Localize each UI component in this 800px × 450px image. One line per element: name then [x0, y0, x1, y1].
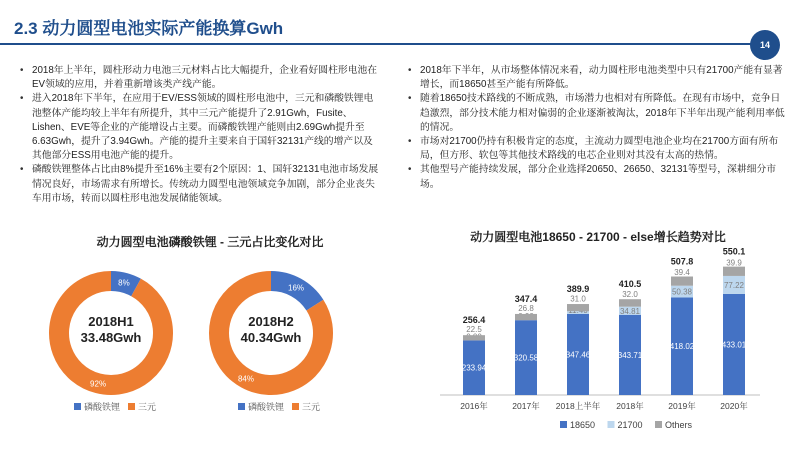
- bar-chart-title: 动力圆型电池18650 - 21700 - else增长趋势对比: [470, 230, 726, 244]
- bar-segment-others: [567, 304, 589, 311]
- slide-title: 2.3 动力圆型电池实际产能换算Gwh: [14, 19, 284, 38]
- legend-item-ncm: [292, 400, 320, 413]
- page-number-badge: 14: [750, 30, 780, 60]
- bar-segment-others: [515, 314, 537, 320]
- x-tick-label: 2019年: [668, 401, 696, 411]
- left-bullet-2: • 进入2018年下半年，在应用于EV/ESS领域的圆柱形电池中，三元和磷酸铁锂电池整体产能均较上半年有所提升，其中三元产能提升了2.91Gwh，Fusite、Lishen、EVE等企业的产能增设占主要。而磷酸铁锂产能则由2.69Gwh提升至6.63Gwh，提升了3.94Gwh。产能的提升主要来自于国轩32131产线的增产以及其他部分ESS用电池产能的提升。: [20, 92, 380, 163]
- bar-data-label: 26.8: [518, 304, 534, 314]
- bar-data-label: 39.4: [674, 268, 690, 278]
- bar-total-label: 256.4: [462, 315, 486, 326]
- left-bullet-1: • 2018年上半年，圆柱形动力电池三元材料占比大幅提升，企业看好圆柱形电池在EV领域的应用，并着重新增该类产线产能。: [20, 64, 380, 92]
- stacked-bar-chart: [440, 240, 780, 440]
- donut-center-2018h1: [56, 314, 166, 346]
- donut-center-period: 2018H1: [88, 314, 134, 329]
- donut-slice-label: 92%: [90, 379, 107, 389]
- donut-slice-label: 16%: [288, 283, 305, 293]
- legend-item-lfp: [74, 400, 120, 413]
- bar-data-label: 32.0: [622, 289, 638, 299]
- donut-center-capacity: 40.34Gwh: [240, 330, 302, 345]
- bar-data-label: 418.02: [669, 342, 695, 352]
- x-tick-label: 2020年: [720, 401, 748, 411]
- donut-center-2018h2: [216, 314, 326, 346]
- x-tick-label: 2018上半年: [555, 401, 601, 411]
- bar-segment-others: [671, 277, 693, 286]
- bar-data-label: 50.38: [671, 287, 693, 297]
- x-tick-label: 2016年: [460, 401, 488, 411]
- donut-center-period: 2018H2: [248, 314, 294, 329]
- legend-item-ncm: [128, 400, 156, 413]
- legend-label: 21700: [617, 420, 643, 430]
- bar-data-label: 77.22: [723, 280, 745, 290]
- legend-swatch-21700: [608, 421, 615, 428]
- right-bullet-4: • 其他型号产能持续发展，部分企业选择20650、26650、32131等型号，深耕细分市场。: [408, 163, 788, 191]
- legend-swatch-ncm: [292, 403, 299, 410]
- bar-data-label: 343.71: [617, 350, 643, 360]
- right-bullet-1: • 2018年下半年，从市场整体情况来看，动力圆柱形电池类型中只有21700产能有显著增长，而18650甚至产能有所降低。: [408, 64, 788, 92]
- bar-data-label: 34.81: [619, 306, 641, 316]
- slide-header: [0, 0, 800, 44]
- bar-total-label: 550.1: [722, 246, 746, 257]
- bar-data-label: 347.46: [565, 350, 591, 360]
- legend-label: 三元: [138, 402, 157, 412]
- bar-total-label: 507.8: [670, 256, 694, 267]
- legend-swatch-others: [655, 421, 662, 428]
- bar-data-label: 22.5: [466, 324, 482, 334]
- legend-swatch-lfp: [238, 403, 245, 410]
- x-tick-label: 2018年: [616, 401, 644, 411]
- bar-data-label: 233.94: [461, 363, 487, 373]
- bar-data-label: 31.0: [570, 294, 586, 304]
- legend-swatch-lfp: [74, 403, 81, 410]
- bar-data-label: 39.9: [726, 258, 742, 268]
- left-bullet-3: • 磷酸铁锂整体占比由8%提升至16%主要有2个原因：1、国轩32131电池市场发展情况良好，市场需求有所增长。传统动力圆型电池领域竞争加剧，部分企业丧失车用市场，转而以圆柱形电池发展储能领域。: [20, 163, 380, 206]
- x-tick-label: 2017年: [512, 401, 540, 411]
- bar-data-label: 320.58: [513, 353, 539, 363]
- left-text-column: [20, 64, 380, 206]
- bar-segment-others: [619, 299, 641, 306]
- legend-item-lfp: [238, 400, 284, 413]
- bar-total-label: 389.9: [566, 284, 590, 295]
- right-bullet-2: • 随着18650技术路线的不断成熟，市场潜力也相对有所降低。在现有市场中，竞争日趋激烈，部分技术能力相对偏弱的企业逐渐被淘汰，2018年下半年出现产能利用率低的情况。: [408, 92, 788, 135]
- bar-total-label: 347.4: [514, 293, 538, 304]
- donut-section-title: 动力圆型电池磷酸铁锂 - 三元占比变化对比: [96, 235, 324, 249]
- right-text-column: [408, 64, 788, 192]
- legend-label: 磷酸铁锂: [84, 402, 121, 412]
- bar-segment-others: [723, 267, 745, 276]
- donut-legend-right: [238, 400, 328, 413]
- title-underline: [0, 43, 760, 45]
- legend-swatch-18650: [560, 421, 567, 428]
- legend-swatch-ncm: [128, 403, 135, 410]
- legend-label: 磷酸铁锂: [248, 402, 285, 412]
- bar-data-label: 433.01: [721, 340, 747, 350]
- legend-label: Others: [665, 420, 693, 430]
- donut-slice-label: 84%: [237, 374, 254, 384]
- legend-label: 三元: [302, 402, 321, 412]
- donut-slice-label: 8%: [118, 278, 130, 288]
- donut-legend-left: [74, 400, 164, 413]
- legend-label: 18650: [570, 420, 596, 430]
- donut-center-capacity: 33.48Gwh: [80, 330, 142, 345]
- bar-segment-others: [463, 335, 485, 340]
- bar-total-label: 410.5: [618, 279, 642, 290]
- right-bullet-3: • 市场对21700仍持有积极肯定的态度，主流动力圆型电池企业均在21700方面有所布局，但方形、软包等其他技术路线的电芯企业则对其没有太高的热情。: [408, 135, 788, 163]
